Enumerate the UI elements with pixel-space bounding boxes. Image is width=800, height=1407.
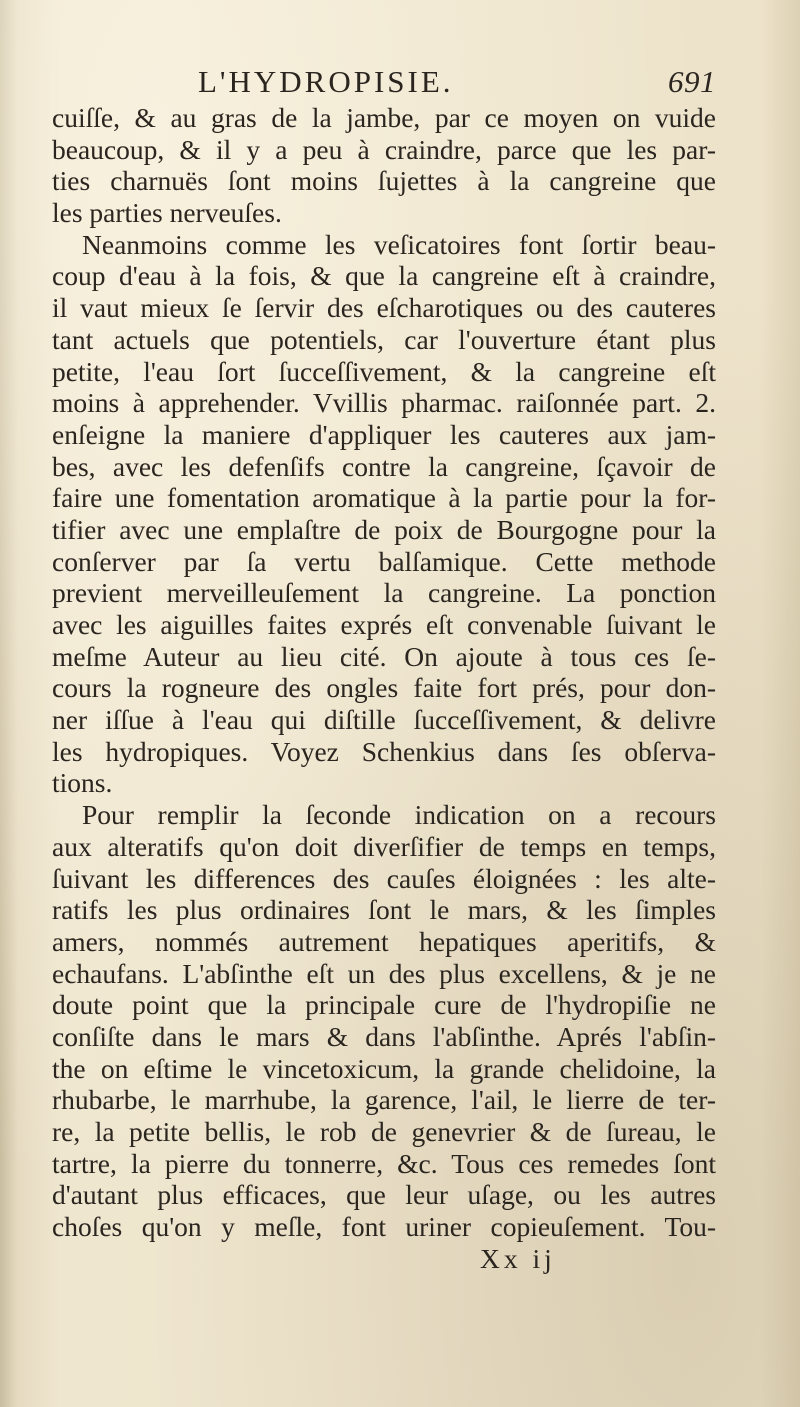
text-line: aux alteratifs qu'on doit diverſifier de temps en temps, [52,830,716,862]
text-line: conſerver par ſa vertu balſamique. Cette methode [52,545,716,577]
text-line: amers, nommés autrement hepatiques aperitifs, & [52,925,716,957]
text-line: choſes qu'on y meſle, font uriner copieuſement. Tou- [52,1211,716,1243]
text-line: les hydropiques. Voyez Schenkius dans ſes obſerva- [52,735,716,767]
text-line: meſme Auteur au lieu cité. On ajoute à tous ces ſe- [52,640,716,672]
body-text [52,102,716,1243]
page-number: 691 [668,64,716,99]
text-line: coup d'eau à la fois, & que la cangreine eſt à craindre, [52,260,716,292]
signature-mark: Xx ij [480,1242,556,1274]
text-line: d'autant plus efficaces, que leur uſage, ou les autres [52,1179,716,1211]
running-title: L'HYDROPISIE. [198,64,454,99]
text-line: Neanmoins comme les veſicatoires font ſortir beau- [82,228,716,260]
text-line: bes, avec les defenſifs contre la cangreine, ſçavoir de [52,450,716,482]
text-line: faire une fomentation aromatique à la partie pour la for- [52,482,716,514]
text-line: cours la rogneure des ongles faite fort prés, pour don- [52,672,716,704]
text-line: tions. [52,767,113,799]
text-line: ſuivant les differences des cauſes éloignées : les alte- [52,862,716,894]
text-line: conſiſte dans le mars & dans l'abſinthe. Aprés l'abſin- [52,1020,716,1052]
text-block [52,62,716,1274]
text-line: the on eſtime le vincetoxicum, la grande chelidoine, la [52,1052,716,1084]
text-line: il vaut mieux ſe ſervir des eſcharotiques ou des cauteres [52,292,716,324]
text-line: tifier avec une emplaſtre de poix de Bourgogne pour la [52,513,716,545]
text-line: moins à apprehender. Vvillis pharmac. raiſonnée part. 2. [52,387,716,419]
text-line: rhubarbe, le marrhube, la garence, l'ail, le lierre de ter- [52,1084,716,1116]
text-line: re, la petite bellis, le rob de genevrier & de ſureau, le [52,1116,716,1147]
text-line: ratifs les plus ordinaires ſont le mars, & les ſimples [52,894,716,926]
text-line: ties charnuës ſont moins ſujettes à la cangreine que [52,165,716,197]
text-line: petite, l'eau ſort ſucceſſivement, & la cangreine eſt [52,355,716,387]
text-line: enſeigne la maniere d'appliquer les cauteres aux jam- [52,418,716,450]
text-line: tant actuels que potentiels, car l'ouverture étant plus [52,323,716,355]
text-line: doute point que la principale cure de l'hydropiſie ne [52,989,716,1021]
text-line: ner iſſue à l'eau qui diſtille ſucceſſivement, & delivre [52,704,716,736]
text-line: Pour remplir la ſeconde indication on a recours [82,799,716,831]
text-line: cuiſſe, & au gras de la jambe, par ce moyen on vuide [52,102,716,133]
text-line: echaufans. L'abſinthe eſt un des plus excellens, & je ne [52,957,716,989]
text-line: les parties nerveuſes. [52,197,282,229]
page-header [52,62,716,102]
text-line: beaucoup, & il y a peu à craindre, parce que les par- [52,133,716,165]
text-line: tartre, la pierre du tonnerre, &c. Tous ces remedes ſont [52,1147,716,1179]
text-line: previent merveilleuſement la cangreine. La ponction [52,577,716,609]
text-line: avec les aiguilles faites exprés eſt convenable ſuivant le [52,609,716,640]
